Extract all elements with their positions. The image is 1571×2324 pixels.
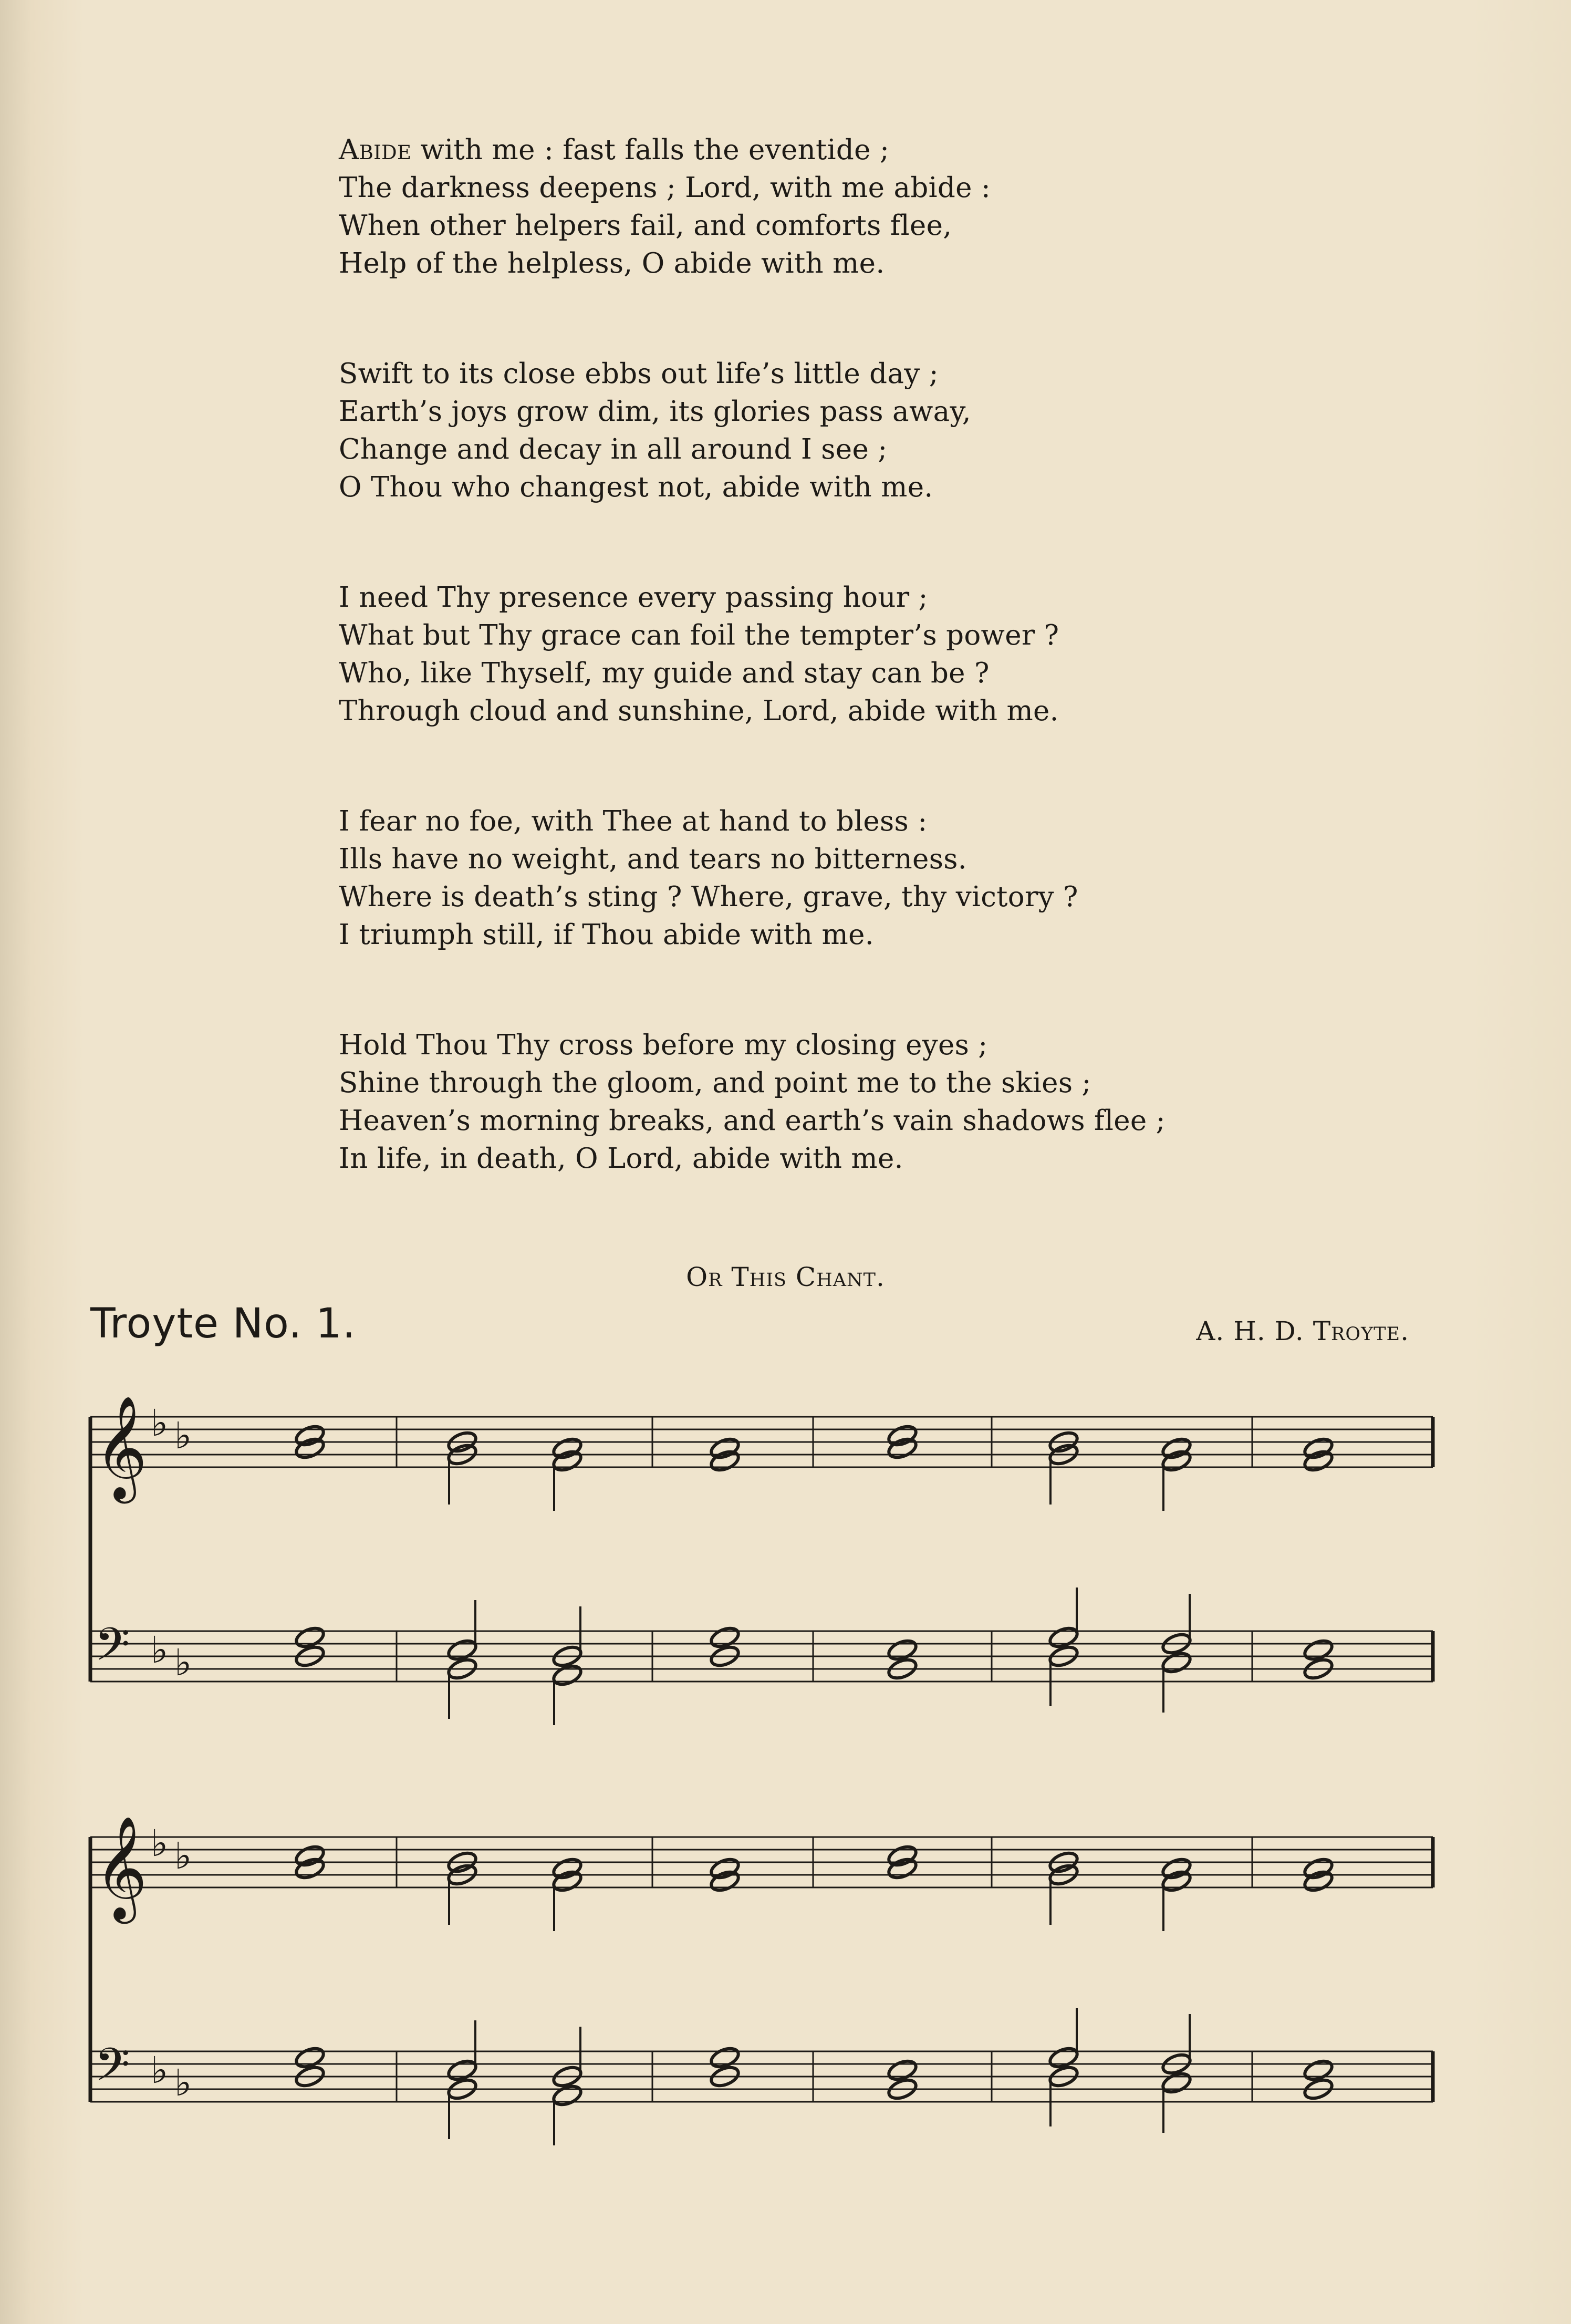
half-note: [551, 1869, 583, 1894]
verse-line: The darkness deepens ; Lord, with me abide :: [339, 172, 991, 204]
half-note: [1160, 1448, 1192, 1474]
flat-icon: ♭: [151, 2049, 169, 2092]
half-note: [294, 2045, 326, 2070]
verse-line: I need Thy presence every passing hour ;: [339, 582, 928, 614]
tune-name: Troyte No. 1.: [90, 1300, 356, 1347]
half-note: [1047, 1625, 1079, 1650]
treble-clef-icon: 𝄞: [95, 1395, 148, 1499]
half-note: [886, 2058, 918, 2083]
flat-icon: ♭: [151, 1628, 169, 1672]
verse-line: Hold Thou Thy cross before my closing eyes ;: [339, 1029, 988, 1061]
half-note: [1160, 2070, 1192, 2095]
bass-clef-icon: 𝄢: [95, 1618, 130, 1682]
score-systems: [90, 1395, 1433, 2145]
half-note: [886, 1436, 918, 1461]
flat-icon: ♭: [151, 1822, 169, 1865]
verse-line: Ills have no weight, and tears no bitterness.: [339, 843, 967, 875]
half-note: [1160, 1650, 1192, 1675]
chant-heading: Or This Chant.: [686, 1262, 885, 1292]
half-note: [1302, 1637, 1334, 1663]
flat-icon: ♭: [174, 1641, 192, 1684]
flat-icon: ♭: [174, 1414, 192, 1457]
verse-line: I triumph still, if Thou abide with me.: [339, 919, 874, 951]
half-note: [709, 1625, 741, 1650]
half-note: [1302, 2058, 1334, 2083]
half-note: [551, 1448, 583, 1474]
half-note: [1160, 1869, 1192, 1894]
half-note: [446, 1637, 478, 1663]
flat-icon: ♭: [151, 1402, 169, 1445]
half-note: [1302, 1869, 1334, 1894]
half-note: [886, 1856, 918, 1881]
verse-line: Help of the helpless, O abide with me.: [339, 247, 885, 279]
drop-word: Abide: [339, 134, 412, 166]
verse-line: O Thou who changest not, abide with me.: [339, 471, 933, 503]
composer-credit: A. H. D. Troyte.: [1196, 1316, 1409, 1346]
verse-line: Heaven’s morning breaks, and earth’s vain shadows flee ;: [339, 1105, 1166, 1137]
half-note: [709, 2045, 741, 2070]
verse-line: Earth’s joys grow dim, its glories pass away,: [339, 396, 971, 428]
half-note: [294, 1436, 326, 1461]
verse-line: Shine through the gloom, and point me to the skies ;: [339, 1067, 1091, 1099]
verse-line: What but Thy grace can foil the tempter’s power ?: [339, 619, 1059, 651]
treble-clef-icon: 𝄞: [95, 1815, 148, 1920]
verse-line: Through cloud and sunshine, Lord, abide with me.: [339, 695, 1059, 727]
half-note: [551, 1663, 583, 1688]
half-note: [294, 1625, 326, 1650]
half-note: [886, 1637, 918, 1663]
half-note: [446, 2058, 478, 2083]
bass-clef-icon: 𝄢: [95, 2038, 130, 2102]
half-note: [709, 1869, 741, 1894]
flat-icon: ♭: [174, 1834, 192, 1877]
verse-line: Swift to its close ebbs out life’s little day ;: [339, 358, 939, 390]
verse-line: Who, like Thyself, my guide and stay can be ?: [339, 657, 990, 689]
half-note: [1302, 1448, 1334, 1474]
verse-line: Where is death’s sting ? Where, grave, thy victory ?: [339, 881, 1078, 913]
half-note: [709, 1448, 741, 1474]
verse-line: In life, in death, O Lord, abide with me.: [339, 1143, 903, 1175]
verse-line: Change and decay in all around I see ;: [339, 433, 888, 465]
verse-line: Abide with me : fast falls the eventide ;: [339, 134, 890, 166]
half-note: [1047, 2045, 1079, 2070]
verse-line: I fear no foe, with Thee at hand to bless :: [339, 805, 928, 837]
half-note: [551, 2083, 583, 2108]
verse-line: When other helpers fail, and comforts flee,: [339, 210, 952, 242]
flat-icon: ♭: [174, 2061, 192, 2104]
half-note: [294, 1856, 326, 1881]
